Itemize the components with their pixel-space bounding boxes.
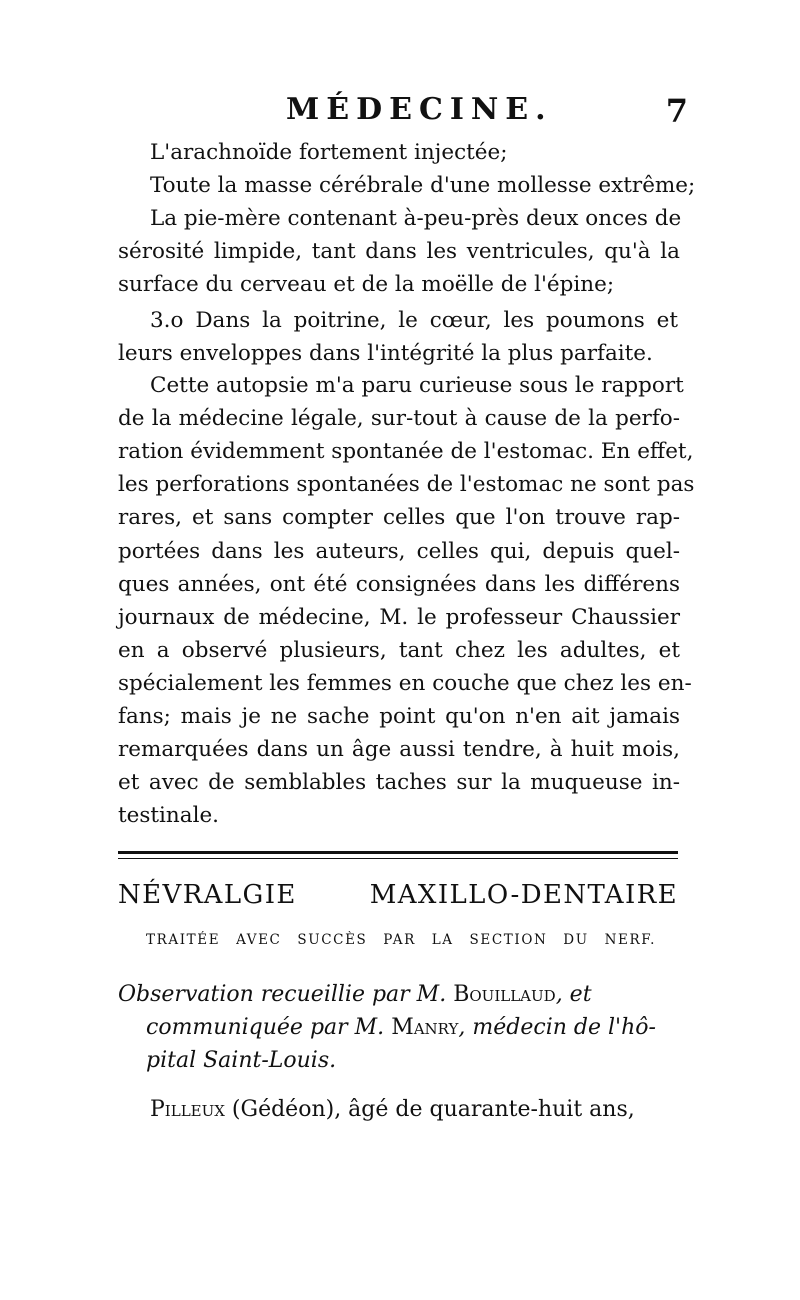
text-line: fans; mais je ne sache point qu'on n'en ait jamais [118, 704, 680, 729]
text-line: leurs enveloppes dans l'intégrité la plus parfaite. [118, 341, 653, 366]
section-subtitle: TRAITÉE AVEC SUCCÈS PAR LA SECTION DU NERF. [146, 932, 656, 948]
text-line: L'arachnoïde fortement injectée; [150, 140, 508, 165]
section-divider-thick [118, 851, 678, 854]
text-line: sérosité limpide, tant dans les ventricules, qu'à la [118, 239, 680, 264]
observation-text: , médecin de l'hô- [458, 1015, 656, 1040]
observation-line [146, 1011, 678, 1045]
text-line: testinale. [118, 803, 220, 828]
text-line: La pie-mère contenant à-peu-près deux onces de [150, 206, 682, 231]
section-title: NÉVRALGIE MAXILLO-DENTAIRE [118, 880, 678, 910]
running-title: MÉDECINE. [286, 92, 553, 127]
observation-line [118, 978, 678, 1012]
text-line: Cette autopsie m'a paru curieuse sous le rapport [150, 373, 684, 398]
text-line: surface du cerveau et de la moëlle de l'épine; [118, 272, 615, 297]
text-line: spécialement les femmes en couche que chez les en- [118, 671, 692, 696]
observation-line: pital Saint-Louis. [146, 1048, 337, 1073]
text-line: en a observé plusieurs, tant chez les adultes, et [118, 638, 680, 663]
patient-name: Pilleux [150, 1097, 225, 1122]
section-divider-thin [118, 858, 678, 859]
text-line: ration évidemment spontanée de l'estomac. En effet, [118, 439, 694, 464]
text-line [150, 1094, 680, 1125]
observation-text: communiquée par M. [146, 1015, 385, 1040]
page-header [118, 92, 688, 132]
text-line: de la médecine légale, sur-tout à cause de la perfo- [118, 406, 680, 431]
text-line: remarquées dans un âge aussi tendre, à huit mois, [118, 737, 680, 762]
author-name: Manry [391, 1015, 459, 1040]
observation-text: , et [555, 982, 592, 1007]
text-line: les perforations spontanées de l'estomac ne sont pas [118, 472, 695, 497]
text-line: Toute la masse cérébrale d'une mollesse extrême; [150, 173, 696, 198]
text-line [150, 305, 678, 336]
text-line: ques années, ont été consignées dans les différens [118, 572, 680, 597]
page-number: 7 [665, 92, 688, 130]
observation-text: Observation recueillie par M. [118, 982, 447, 1007]
text-line: et avec de semblables taches sur la muqueuse in- [118, 770, 680, 795]
text-line: rares, et sans compter celles que l'on trouve rap- [118, 505, 680, 530]
text-line-content: (Gédéon), âgé de quarante-huit ans, [231, 1097, 635, 1122]
text-line: journaux de médecine, M. le professeur Chaussier [118, 605, 680, 630]
text-line: portées dans les auteurs, celles qui, depuis quel- [118, 539, 680, 564]
author-name: Bouillaud [453, 982, 556, 1007]
text-line-content: 3.o Dans la poitrine, le cœur, les poumons et [150, 308, 678, 333]
